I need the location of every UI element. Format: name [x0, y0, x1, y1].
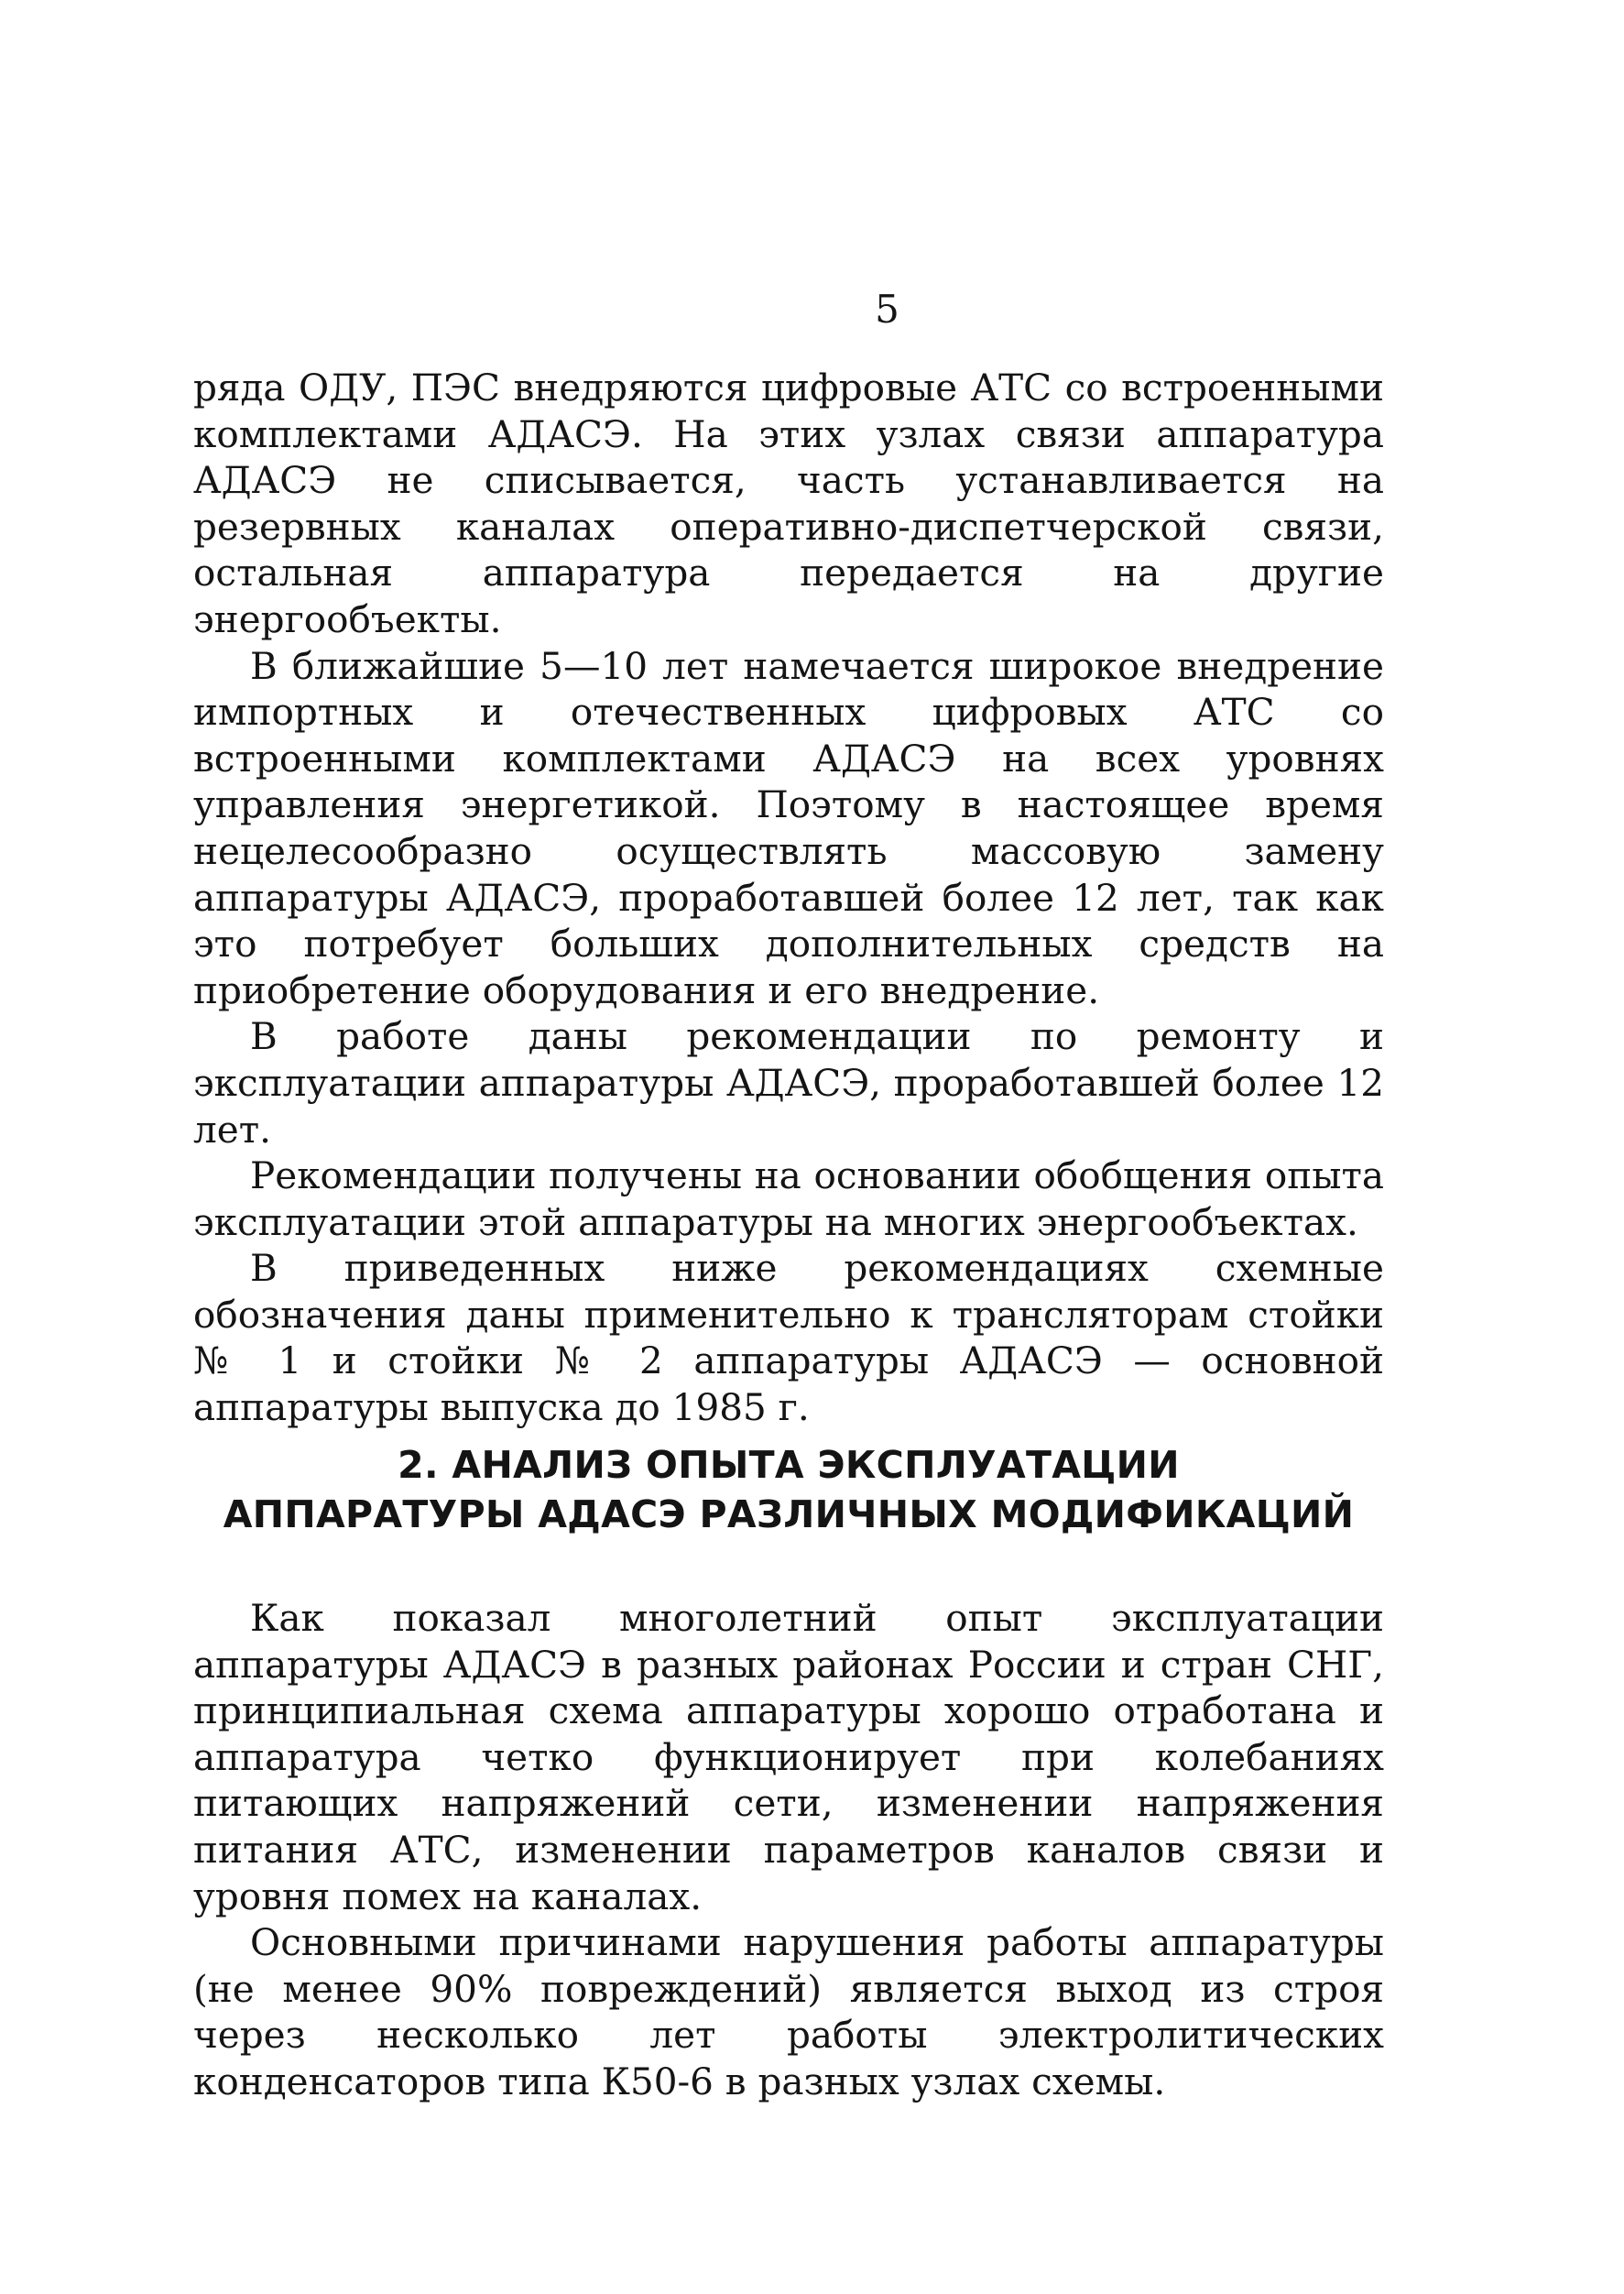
page-number: 5 [875, 287, 899, 332]
paragraph: Как показал многолетний опыт эксплуатации аппаратуры АДАСЭ в разных районах России и стран СНГ, принципиальная схема аппаратуры хорошо отработана и аппаратура четко функционирует при колебаниях питающих напряжений сети, изменении напряжения питания АТС, изменении параметров каналов связи и уровня помех на каналах. [193, 1596, 1384, 1918]
section-heading-line-1: 2. АНАЛИЗ ОПЫТА ЭКСПЛУАТАЦИИ [398, 1443, 1180, 1487]
section-heading-line-2: АППАРАТУРЫ АДАСЭ РАЗЛИЧНЫХ МОДИФИКАЦИЙ [223, 1492, 1355, 1536]
section-text-block [193, 1595, 1384, 2105]
paragraph: Рекомендации получены на основании обобщения опыта эксплуатации этой аппаратуры на многих энергообъектах. [193, 1153, 1384, 1244]
paragraph: ряда ОДУ, ПЭС внедряются цифровые АТС со встроенными комплектами АДАСЭ. На этих узлах связи аппаратура АДАСЭ не списывается, часть устанавливается на резервных каналах оперативно-диспетчерской связи, остальная аппаратура передается на другие энергообъекты. [193, 366, 1384, 641]
intro-text-block [193, 365, 1384, 1431]
paragraph: В ближайшие 5—10 лет намечается широкое внедрение импортных и отечественных цифровых АТС со встроенными комплектами АДАСЭ на всех уровнях управления энергетикой. Поэтому в настоящее время нецелесообразно осуществлять массовую замену аппаратуры АДАСЭ, проработавшей более 12 лет, так как это потребует больших дополнительных средств на приобретение оборудования и его внедрение. [193, 643, 1384, 1012]
paragraph: В приведенных ниже рекомендациях схемные обозначения даны применительно к трансляторам стойки № 1 и стойки № 2 аппаратуры АДАСЭ — основной аппаратуры выпуска до 1985 г. [193, 1246, 1384, 1430]
section-heading [193, 1440, 1384, 1539]
paragraph: Основными причинами нарушения работы аппаратуры (не менее 90% повреждений) является выход из строя через несколько лет работы электролитических конденсаторов типа К50-6 в разных узлах схемы. [193, 1920, 1384, 2103]
paragraph: В работе даны рекомендации по ремонту и эксплуатации аппаратуры АДАСЭ, проработавшей более 12 лет. [193, 1014, 1384, 1152]
